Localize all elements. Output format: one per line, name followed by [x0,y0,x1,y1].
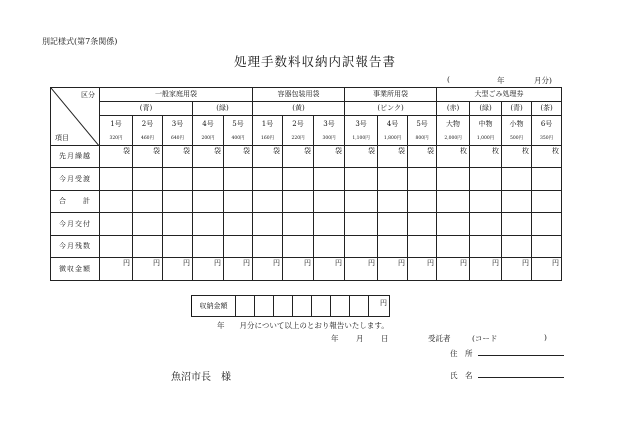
consignee-code-close: ) [544,333,547,342]
report-statement: 年 月分について以上のとおり報告いたします。 [217,321,389,330]
corner-label-category: 区分 [81,91,95,99]
size-column-header [502,116,532,146]
receipt-label: 収納金額 [192,296,236,317]
entry-cell[interactable]: 円 [133,258,163,281]
entry-cell[interactable] [193,168,224,191]
receipt-digit[interactable] [255,296,274,317]
entry-cell[interactable]: 枚 [470,146,502,168]
receipt-digit[interactable] [274,296,293,317]
row-label: 徴収金額 [51,258,100,281]
size-number: 2号 [292,120,304,128]
subgroup-yellow: (黄) [253,102,345,116]
size-column-header [378,116,408,146]
size-number: 5号 [416,120,428,128]
entry-cell[interactable] [532,236,562,258]
entry-cell[interactable]: 袋 [193,146,224,168]
entry-cell[interactable] [193,236,224,258]
unit-price: 1,800円 [383,135,402,141]
size-number: 1号 [261,120,274,128]
entry-cell[interactable]: 袋 [133,146,163,168]
receipt-digit[interactable] [293,296,312,317]
entry-cell[interactable] [133,168,163,191]
entry-cell[interactable] [502,236,532,258]
entry-cell[interactable] [224,236,253,258]
subgroup-red: (赤) [437,102,470,116]
entry-cell[interactable] [283,213,314,236]
receipt-digit[interactable] [350,296,369,317]
entry-cell[interactable]: 袋 [378,146,408,168]
entry-cell[interactable]: 円 [224,258,253,281]
unit-price: 300円 [322,135,336,141]
entry-cell[interactable] [470,213,502,236]
entry-cell[interactable] [470,236,502,258]
unit-price: 350円 [540,135,554,141]
name-line[interactable] [478,369,564,378]
group-household: 一般家庭用袋 [100,88,253,102]
period-month: 月分) [534,76,552,85]
corner-label-item: 項目 [55,134,69,142]
entry-cell[interactable] [345,168,378,191]
unit-price: 500円 [510,135,524,141]
entry-cell[interactable] [378,168,408,191]
size-column-header [314,116,345,146]
entry-cell[interactable]: 枚 [532,146,562,168]
size-column-header [345,116,378,146]
addressee: 魚沼市長 様 [171,372,231,383]
unit-price: 460円 [140,135,155,141]
group-container: 容器包装用袋 [253,88,345,102]
entry-cell[interactable] [193,191,224,213]
subgroup-green-2: (緑) [470,102,502,116]
entry-cell[interactable] [502,213,532,236]
entry-cell[interactable] [283,236,314,258]
entry-cell[interactable] [532,191,562,213]
subgroup-pink: (ピンク) [345,102,437,116]
entry-cell[interactable] [437,191,470,213]
size-column-header [470,116,502,146]
period-year: 年 [497,76,505,85]
entry-cell[interactable] [163,191,193,213]
size-column-header [283,116,314,146]
entry-cell[interactable] [133,191,163,213]
entry-cell[interactable] [133,236,163,258]
entry-cell[interactable] [314,236,345,258]
entry-cell[interactable] [100,168,133,191]
unit-price: 1,100円 [352,135,370,141]
entry-cell[interactable]: 袋 [253,146,283,168]
size-column-header [532,116,562,146]
entry-cell[interactable] [253,213,283,236]
size-column-header [133,116,163,146]
row-label: 先月繰越 [51,146,100,168]
size-column-header [224,116,253,146]
size-number: 1号 [110,120,122,128]
receipt-digit[interactable] [331,296,350,317]
entry-cell[interactable]: 円 [283,258,314,281]
entry-cell[interactable] [470,168,502,191]
entry-cell[interactable]: 円 [345,258,378,281]
size-number: 大物 [446,120,461,128]
size-column-header [408,116,437,146]
entry-cell[interactable]: 袋 [345,146,378,168]
entry-cell[interactable]: 円 [100,258,133,281]
entry-cell[interactable] [408,236,437,258]
entry-cell[interactable] [100,236,133,258]
size-number: 小物 [509,120,524,128]
entry-cell[interactable]: 円 [163,258,193,281]
size-number: 中物 [478,120,493,128]
entry-cell[interactable] [532,213,562,236]
entry-cell[interactable] [408,191,437,213]
unit-price: 160円 [260,135,275,141]
entry-cell[interactable] [100,191,133,213]
report-date-day: 日 [381,334,389,343]
entry-cell[interactable]: 円 [314,258,345,281]
entry-cell[interactable] [283,191,314,213]
size-number: 4号 [202,120,214,128]
size-number: 6号 [540,120,553,128]
row-label: 今月残数 [51,236,100,258]
unit-price: 2,000円 [444,135,462,141]
entry-cell[interactable] [163,213,193,236]
entry-cell[interactable] [224,168,253,191]
document-title: 処理手数料収納内訳報告書 [233,54,396,69]
unit-price: 1,000円 [476,135,495,141]
address-label: 住 所 [450,349,473,358]
subgroup-brown: (茶) [532,102,562,116]
unit-price: 320円 [109,135,123,141]
receipt-amount-table [191,295,390,317]
entry-cell[interactable] [532,168,562,191]
group-business: 事業所用袋 [345,88,437,102]
entry-cell[interactable] [345,191,378,213]
consignee-code-open: (コード [472,334,498,343]
receipt-digit[interactable] [236,296,255,317]
entry-cell[interactable] [163,236,193,258]
entry-cell[interactable]: 枚 [437,146,470,168]
entry-cell[interactable]: 袋 [163,146,193,168]
subgroup-green: (緑) [193,102,253,116]
size-column-header [163,116,193,146]
entry-cell[interactable] [345,213,378,236]
entry-cell[interactable]: 円 [437,258,470,281]
entry-cell[interactable] [378,236,408,258]
entry-cell[interactable] [253,168,283,191]
entry-cell[interactable]: 袋 [224,146,253,168]
entry-cell[interactable] [133,213,163,236]
entry-cell[interactable] [470,191,502,213]
entry-cell[interactable]: 袋 [283,146,314,168]
entry-cell[interactable] [224,191,253,213]
unit-price: 200円 [201,135,215,141]
consignee-label: 受託者 [428,334,451,343]
entry-cell[interactable] [408,168,437,191]
entry-cell[interactable] [163,168,193,191]
subgroup-blue: (青) [100,102,193,116]
entry-cell[interactable] [437,236,470,258]
entry-cell[interactable] [283,168,314,191]
entry-cell[interactable]: 円 [378,258,408,281]
entry-cell[interactable] [345,236,378,258]
corner-cell [51,88,100,146]
form-number: 別記様式(第7条関係) [42,37,118,46]
size-column-header [437,116,470,146]
entry-cell[interactable] [314,213,345,236]
entry-cell[interactable]: 円 [253,258,283,281]
report-date-month: 月 [356,334,364,343]
entry-cell[interactable]: 円 [502,258,532,281]
row-label: 今月交付 [51,213,100,236]
size-column-header [100,116,133,146]
entry-cell[interactable]: 袋 [100,146,133,168]
receipt-digit[interactable] [312,296,331,317]
subgroup-blue-2: (青) [502,102,532,116]
entry-cell[interactable] [253,236,283,258]
receipt-unit[interactable]: 円 [369,296,390,317]
name-label: 氏 名 [450,371,473,380]
entry-cell[interactable] [193,213,224,236]
row-label: 今月受渡 [51,168,100,191]
entry-cell[interactable] [502,191,532,213]
entry-cell[interactable] [314,191,345,213]
period-open: ( [447,75,450,84]
size-number: 3号 [323,120,335,128]
entry-cell[interactable] [253,191,283,213]
entry-cell[interactable] [224,213,253,236]
size-number: 3号 [171,120,184,128]
entry-cell[interactable]: 円 [470,258,502,281]
breakdown-table [50,87,562,281]
group-large-ticket: 大型ごみ処理券 [437,88,562,102]
size-number: 4号 [386,120,399,128]
size-number: 2号 [141,120,154,128]
entry-cell[interactable] [437,213,470,236]
entry-cell[interactable]: 円 [532,258,562,281]
entry-cell[interactable]: 枚 [502,146,532,168]
entry-cell[interactable]: 袋 [408,146,437,168]
entry-cell[interactable] [437,168,470,191]
entry-cell[interactable] [314,168,345,191]
entry-cell[interactable]: 袋 [314,146,345,168]
unit-price: 640円 [170,135,185,141]
row-label: 合 計 [51,191,100,213]
entry-cell[interactable] [100,213,133,236]
size-number: 3号 [355,120,367,128]
entry-cell[interactable] [378,191,408,213]
entry-cell[interactable] [378,213,408,236]
unit-price: 800円 [415,135,429,141]
unit-price: 220円 [291,135,305,141]
unit-price: 400円 [231,135,245,141]
size-column-header [253,116,283,146]
size-number: 5号 [232,120,244,128]
entry-cell[interactable]: 円 [193,258,224,281]
entry-cell[interactable] [502,168,532,191]
entry-cell[interactable] [408,213,437,236]
address-line[interactable] [478,347,564,356]
report-date-year: 年 [331,334,339,343]
entry-cell[interactable]: 円 [408,258,437,281]
size-column-header [193,116,224,146]
